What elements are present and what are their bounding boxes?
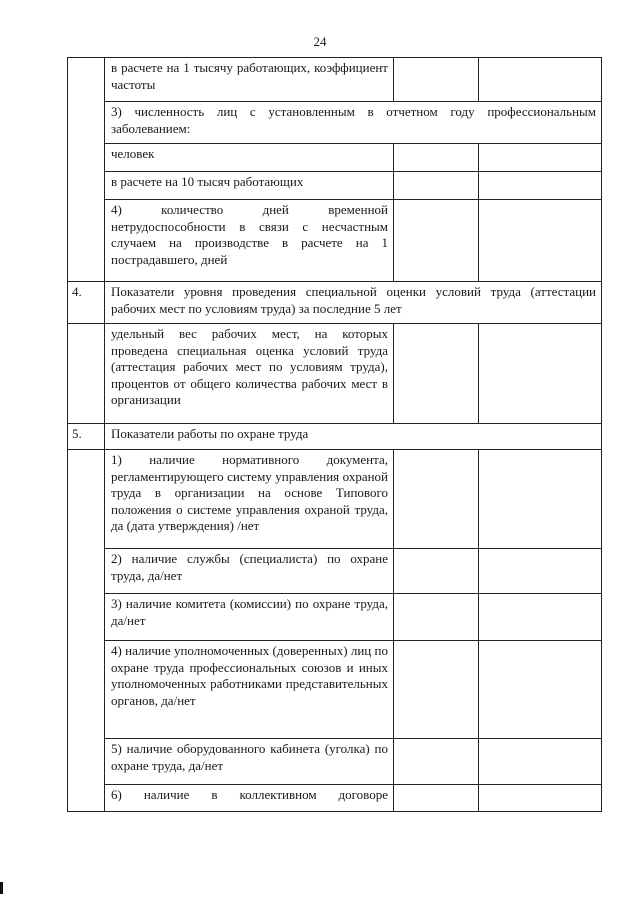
indicator-cell: 3) наличие комитета (комиссии) по охране труда, да/нет — [105, 594, 394, 641]
table-row — [68, 739, 602, 785]
indicator-cell: 3) численность лиц с установленным в отчетном году профессиональным заболеванием: — [105, 102, 602, 144]
section-row — [68, 424, 602, 450]
table-row — [68, 594, 602, 641]
section-row — [68, 282, 602, 324]
value-cell — [479, 739, 602, 785]
value-cell — [394, 785, 479, 812]
row-number-cell — [68, 450, 105, 812]
table-row — [68, 102, 602, 144]
section-heading: Показатели уровня проведения специальной оценки условий труда (аттестации рабочих мест по условиям труда) за последние 5 лет — [105, 282, 602, 324]
table-row — [68, 324, 602, 424]
value-cell — [479, 324, 602, 424]
section-number: 5. — [68, 424, 105, 450]
value-cell — [394, 641, 479, 739]
indicator-cell: в расчете на 10 тысяч работающих — [105, 172, 394, 200]
page-number: 24 — [313, 34, 327, 49]
scan-edge-mark — [0, 882, 3, 894]
value-cell — [479, 549, 602, 594]
value-cell — [394, 594, 479, 641]
value-cell — [394, 172, 479, 200]
table-row — [68, 549, 602, 594]
table-row — [68, 200, 602, 282]
indicator-cell: в расчете на 1 тысячу работающих, коэффициент частоты — [105, 58, 394, 102]
value-cell — [479, 58, 602, 102]
section-number: 4. — [68, 282, 105, 324]
value-cell — [479, 144, 602, 172]
value-cell — [394, 200, 479, 282]
indicators-table — [67, 57, 602, 812]
row-number-cell — [68, 58, 105, 282]
value-cell — [479, 172, 602, 200]
table-row — [68, 785, 602, 812]
table-row — [68, 58, 602, 102]
value-cell — [479, 450, 602, 549]
indicator-cell: 6) наличие в коллективном договоре — [105, 785, 394, 812]
table-row — [68, 641, 602, 739]
table-row — [68, 144, 602, 172]
value-cell — [394, 739, 479, 785]
value-cell — [394, 58, 479, 102]
indicator-cell: 4) количество дней временной нетрудоспособности в связи с несчастным случаем на производстве в расчете на 1 пострадавшего, дней — [105, 200, 394, 282]
table-row — [68, 172, 602, 200]
value-cell — [394, 549, 479, 594]
section-heading: Показатели работы по охране труда — [105, 424, 602, 450]
value-cell — [479, 641, 602, 739]
indicator-cell: 2) наличие службы (специалиста) по охране труда, да/нет — [105, 549, 394, 594]
indicator-cell: 4) наличие уполномоченных (доверенных) лиц по охране труда профессиональных союзов и иных уполномоченных работниками представительных органов, да/нет — [105, 641, 394, 739]
value-cell — [479, 594, 602, 641]
value-cell — [479, 785, 602, 812]
indicator-cell: удельный вес рабочих мест, на которых проведена специальная оценка условий труда (аттестация рабочих мест по условиям труда), процентов от общего количества рабочих мест в организации — [105, 324, 394, 424]
indicator-cell: 5) наличие оборудованного кабинета (уголка) по охране труда, да/нет — [105, 739, 394, 785]
table-row — [68, 450, 602, 549]
value-cell — [394, 324, 479, 424]
indicator-cell: человек — [105, 144, 394, 172]
indicator-cell: 1) наличие нормативного документа, регламентирующего систему управления охраной труда в организации на основе Типового положения о системе управления охраной труда, да (дата утверждения) /нет — [105, 450, 394, 549]
value-cell — [479, 200, 602, 282]
row-number-cell — [68, 324, 105, 424]
value-cell — [394, 450, 479, 549]
value-cell — [394, 144, 479, 172]
